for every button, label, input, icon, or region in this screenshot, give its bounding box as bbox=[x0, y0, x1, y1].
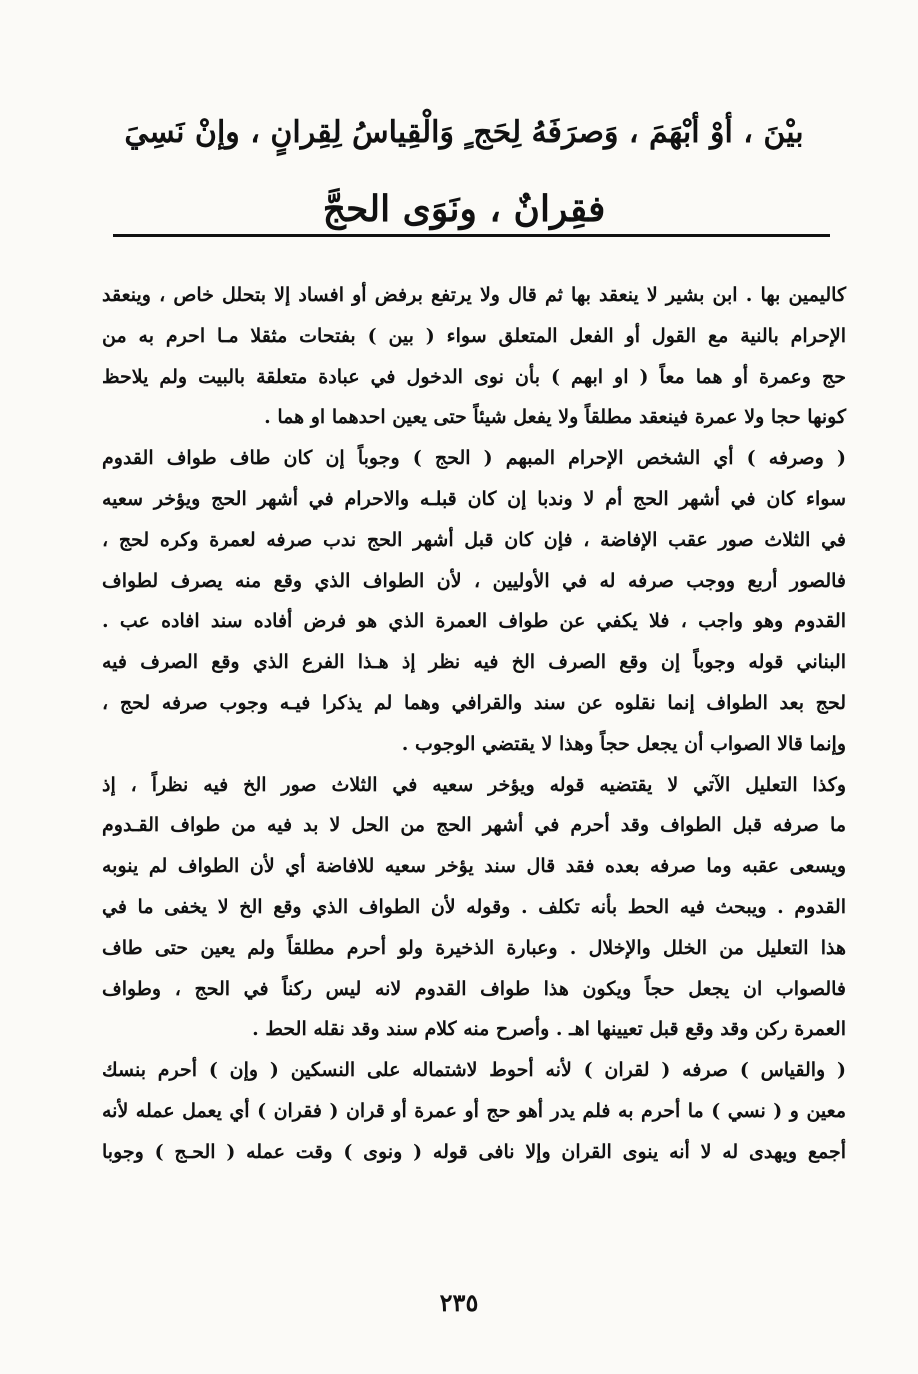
commentary-line: سواء كان في أشهر الحج أم لا وندبا إن كان قبلـه والاحرام في أشهر الحج ويؤخر سعيه bbox=[102, 487, 846, 510]
commentary-line: ( والقياس ) صرفه ( لقران ) لأنه أحوط لاشتماله على النسكين ( وإن ) أحرم بنسك bbox=[102, 1059, 846, 1082]
commentary-line: وكذا التعليل الآتي لا يقتضيه قوله ويؤخر سعيه في الثلاث صور الخ فيه نظراً ، إذ bbox=[102, 773, 846, 796]
commentary-line: ويسعى عقبه وما صرفه بعده فقد قال سند يؤخر سعيه للافاضة أي لأن الطواف لم ينوبه bbox=[102, 855, 846, 878]
commentary-line: لحج بعد الطواف إنما نقلوه عن سند والقرافي وهما لم يذكرا فيـه وجوب صرفه لحج ، bbox=[102, 691, 846, 714]
commentary-line: فالصور أربع ووجب صرفه له في الأوليين ، لأن الطواف الذي وقع منه يصرف لطواف bbox=[102, 569, 846, 592]
commentary-line: حج وعمرة أو هما معاً ( او ابهم ) بأن نوى الدخول في عبادة متعلقة بالبيت ولم يلاحظ bbox=[102, 365, 846, 388]
page-number: ٢٣٥ bbox=[439, 1288, 479, 1317]
commentary-line: القدوم وهو واجب ، فلا يكفي عن طواف العمرة الذي هو فرض أفاده سند افاده عب . bbox=[102, 610, 846, 633]
commentary-line: كاليمين بها . ابن بشير لا ينعقد بها ثم قال ولا يرتفع برفض أو افساد إلا بتحلل خاص ، وينعقد bbox=[102, 284, 846, 306]
commentary-line: ما صرفه قبل الطواف وقد أحرم في أشهر الحج من الحل لا بد فيه من طواف القـدوم bbox=[102, 814, 846, 837]
commentary-line: القدوم . ويبحث فيه الحط بأنه تكلف . وقوله لأن الطواف الذي وقع الخ لا يخفى ما في bbox=[102, 895, 846, 918]
header-divider bbox=[113, 234, 830, 237]
matn-header bbox=[120, 95, 808, 247]
commentary-line: معين و ( نسي ) ما أحرم به فلم يدر أهو حج أو عمرة أو قران ( فقران ) أي يعمل عمله لأنه bbox=[102, 1099, 846, 1122]
commentary-line: وإنما قالا الصواب أن يجعل حجاً وهذا لا يقتضي الوجوب . bbox=[401, 732, 846, 755]
commentary-line: ( وصرفه ) أي الشخص الإحرام المبهم ( الحج ) وجوباً إن كان طاف طواف القدوم bbox=[102, 447, 846, 470]
commentary-line: فالصواب ان يجعل حجاً ويكون هذا طواف القدوم لانه ليس ركناً في الحج ، وطواف bbox=[102, 977, 846, 1000]
matn-line: فقِرانٌ ، ونَوَى الحجَّ bbox=[322, 188, 606, 230]
commentary-line: هذا التعليل من الخلل والإخلال . وعبارة الذخيرة ولو أحرم مطلقاً ولم يعين حتى طاف bbox=[102, 936, 846, 959]
commentary-line: أجمع ويهدى له لا أنه ينوى القران وإلا نافى قوله ( ونوى ) وقت عمله ( الحـج ) وجوبا bbox=[102, 1140, 846, 1163]
matn-line: بيْنَ ، أوْ أبْهَمَ ، وَصرَفَهُ لِحَج ٍ وَالْقِياسُ لِقِرانٍ ، وإنْ نَسِيَ bbox=[124, 115, 804, 150]
commentary-body bbox=[102, 275, 846, 1173]
commentary-line: الإحرام بالنية مع القول أو الفعل المتعلق سواء ( بين ) بفتحات مثقلا مـا احرم به من bbox=[102, 324, 846, 347]
commentary-line: في الثلاث صور عقب الإفاضة ، فإن كان قبل أشهر الحج ندب صرفه لعمرة وكره لحج ، bbox=[102, 528, 846, 551]
commentary-line: العمرة ركن وقد وقع قبل تعيينها اهـ . وأصرح منه كلام سند وقد نقله الحط . bbox=[252, 1018, 846, 1041]
commentary-line: البناني قوله وجوباً إن وقع الصرف الخ فيه نظر إذ هـذا الفرع الذي وقع الصرف فيه bbox=[102, 651, 846, 674]
commentary-line: كونها حجا ولا عمرة فينعقد مطلقاً ولا يفعل شيئاً حتى يعين احدهما او هما . bbox=[264, 406, 846, 429]
